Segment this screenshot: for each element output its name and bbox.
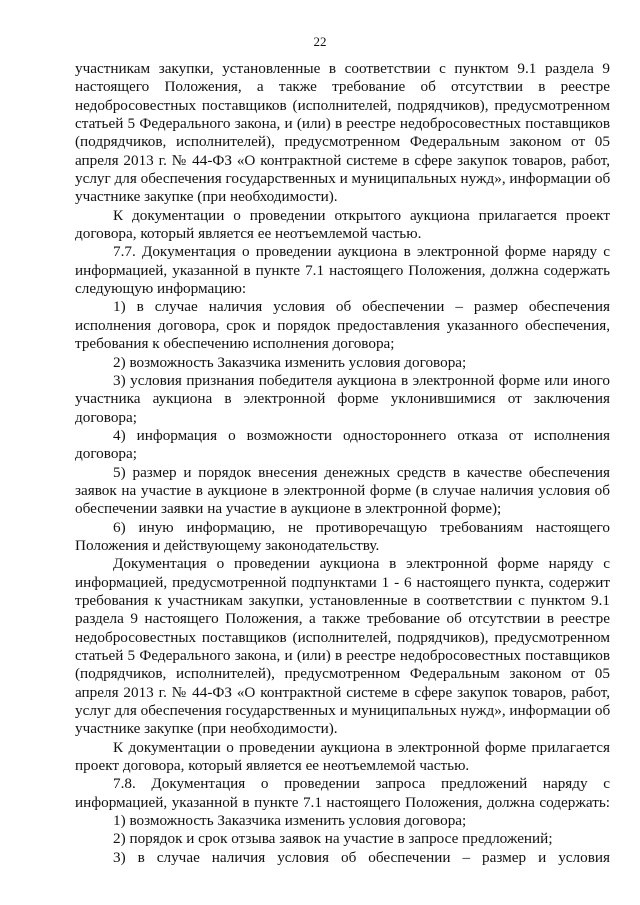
text-line: апреля 2013 г. № 44-ФЗ «О контрактной системе в сфере закупок товаров, работ, [75,151,610,169]
text-line: договора, который является ее неотъемлемой частью. [75,225,422,243]
text-line: 1) в случае наличия условия об обеспечении – размер обеспечения [113,298,610,316]
text-line: (подрядчиков, исполнителей), предусмотренном Федеральным законом от 05 [75,665,610,683]
text-line: 2) порядок и срок отзыва заявок на участие в запросе предложений; [113,830,553,848]
text-line: 7.8. Документация о проведении запроса предложений наряду с [113,775,610,793]
text-line: 5) размер и порядок внесения денежных средств в качестве обеспечения [113,463,610,481]
text-line: информацией, указанной в пункте 7.1 настоящего Положения, должна содержать: [75,793,610,811]
text-line: Положения и действующему законодательству. [75,536,380,554]
text-line: требования к участникам закупки, установленные в соответствии с пунктом 9.1 [75,591,610,609]
text-line: недобросовестных поставщиков (исполнителей, подрядчиков), предусмотренном [75,628,610,646]
text-line: услуг для обеспечения государственных и муниципальных нужд», информации об [75,702,610,720]
text-line: 1) возможность Заказчика изменить условия договора; [113,812,467,830]
text-line: договора; [75,408,137,426]
text-line: участникам закупки, установленные в соответствии с пунктом 9.1 раздела 9 [75,60,610,77]
text-line: участника аукциона в электронной форме уклонившимися от заключения [75,390,610,408]
text-line: статьей 5 Федерального закона, и (или) в реестре недобросовестных поставщиков [75,647,610,664]
text-line: информацией, указанной в пункте 7.1 настоящего Положения, должна содержать [75,261,610,279]
text-line: участнике закупке (при необходимости). [75,720,338,738]
text-line: информацией, предусмотренной подпунктами 1 - 6 настоящего пункта, содержит [75,573,610,591]
text-line: обеспечении заявки на участие в аукционе в электронной форме); [75,500,502,518]
text-line: заявок на участие в аукционе в электронной форме (в случае наличия условия об [75,481,610,499]
text-line: К документации о проведении аукциона в электронной форме прилагается [113,738,610,756]
page-number: 22 [313,34,327,49]
text-line: исполнения договора, срок и порядок предоставления указанного обеспечения, [75,316,610,334]
text-line: 3) условия признания победителя аукциона в электронной форме или иного [113,371,610,389]
document-text [75,60,610,867]
text-line: настоящего Положения, а также требование об отсутствии в реестре [75,78,610,96]
text-line: апреля 2013 г. № 44-ФЗ «О контрактной системе в сфере закупок товаров, работ, [75,683,610,701]
text-line: участнике закупке (при необходимости). [75,188,338,206]
text-line: (подрядчиков, исполнителей), предусмотренном Федеральным законом от 05 [75,133,610,151]
text-line: проект договора, который является ее неотъемлемой частью. [75,757,470,775]
text-line: К документации о проведении открытого аукциона прилагается проект [113,206,610,224]
text-line: недобросовестных поставщиков (исполнителей, подрядчиков), предусмотренном [75,96,610,114]
text-line: раздела 9 настоящего Положения, а также требование об отсутствии в реестре [75,610,610,628]
text-line: 4) информация о возможности одностороннего отказа от исполнения [113,426,610,444]
text-line: Документация о проведении аукциона в электронной форме наряду с [113,555,610,573]
text-line: 2) возможность Заказчика изменить условия договора; [113,353,467,371]
text-line: статьей 5 Федерального закона, и (или) в реестре недобросовестных поставщиков [75,115,610,133]
text-line: 6) иную информацию, не противоречащую требованиям настоящего [113,518,610,536]
text-line: требования к обеспечению исполнения договора; [75,335,395,353]
text-line: услуг для обеспечения государственных и муниципальных нужд», информации об [75,170,610,188]
text-line: 7.7. Документация о проведении аукциона в электронной форме наряду с [113,243,610,261]
text-line: договора; [75,445,137,463]
text-line: следующую информацию: [75,280,247,298]
text-line: 3) в случае наличия условия об обеспечении – размер и условия [113,848,610,866]
